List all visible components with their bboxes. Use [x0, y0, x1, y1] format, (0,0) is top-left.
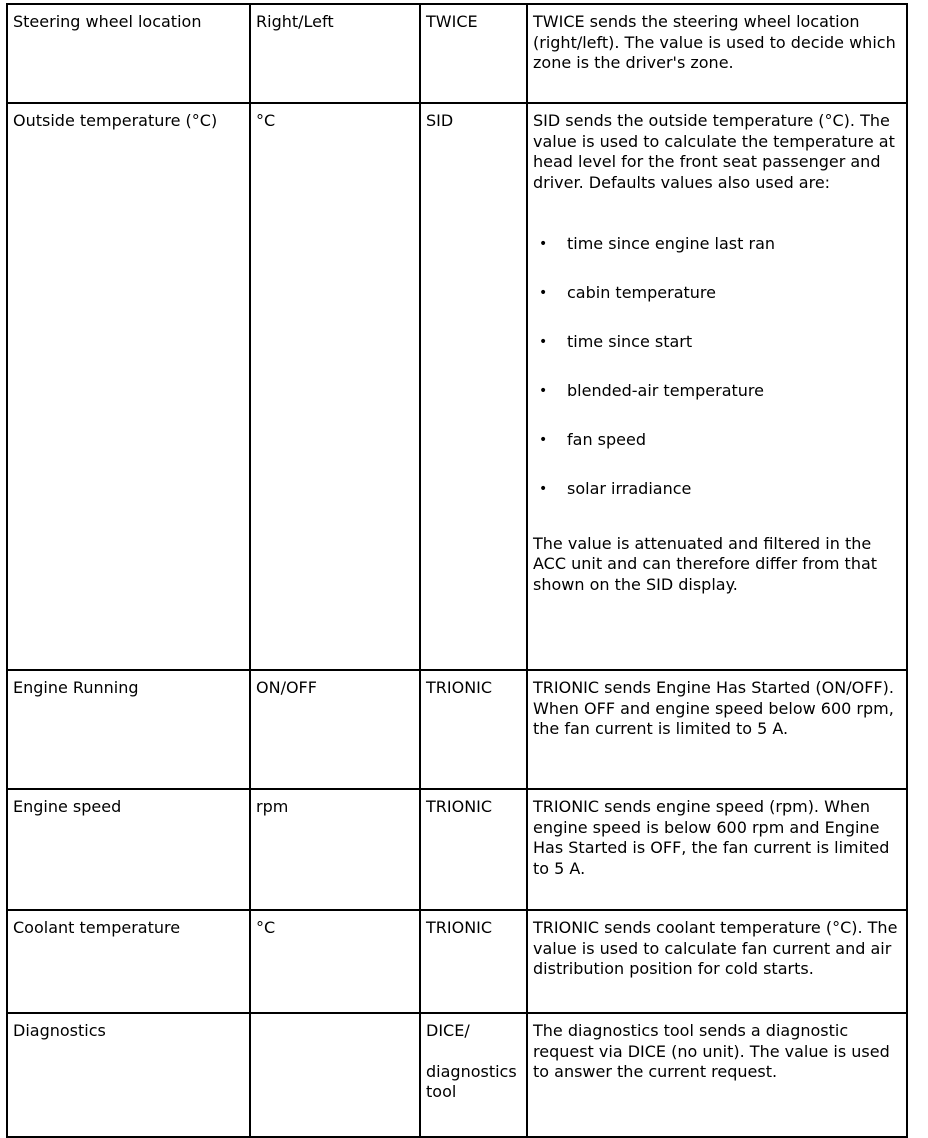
description-outro: The value is attenuated and filtered in the ACC unit and can therefore differ from that shown on the SID display.: [533, 533, 878, 594]
source-cell: TRIONIC: [420, 670, 527, 789]
signal-cell: Steering wheel location: [7, 4, 250, 103]
table-row: [7, 910, 907, 1013]
list-item-label: blended-air temperature: [567, 381, 764, 400]
table-row: [7, 789, 907, 910]
list-item: [533, 234, 901, 255]
list-item: [533, 283, 901, 304]
signal-cell: Diagnostics: [7, 1013, 250, 1137]
unit-cell: ON/OFF: [250, 670, 420, 789]
signal-cell: Coolant temperature: [7, 910, 250, 1013]
list-item: [533, 430, 901, 451]
list-item-label: cabin temperature: [567, 283, 716, 302]
bullet-icon: •: [539, 481, 548, 497]
table-row: [7, 670, 907, 789]
list-item-label: solar irradiance: [567, 479, 692, 498]
list-item: [533, 479, 901, 500]
signal-cell: Engine speed: [7, 789, 250, 910]
description-cell: TRIONIC sends Engine Has Started (ON/OFF). When OFF and engine speed below 600 rpm, the fan current is limited to 5 A.: [527, 670, 907, 789]
description-cell: The diagnostics tool sends a diagnostic request via DICE (no unit). The value is used to answer the current request.: [527, 1013, 907, 1137]
description-cell: TRIONIC sends engine speed (rpm). When engine speed is below 600 rpm and Engine Has Started is OFF, the fan current is limited to 5 A.: [527, 789, 907, 910]
source-line: DICE/: [426, 1021, 470, 1040]
default-values-list: [533, 234, 901, 500]
list-item: [533, 381, 901, 402]
signal-cell: Engine Running: [7, 670, 250, 789]
bullet-icon: •: [539, 383, 548, 399]
list-item-label: time since engine last ran: [567, 234, 776, 253]
source-cell: TWICE: [420, 4, 527, 103]
source-cell: TRIONIC: [420, 789, 527, 910]
bullet-icon: •: [539, 236, 548, 252]
list-item-label: time since start: [567, 332, 693, 351]
unit-cell: [250, 1013, 420, 1137]
unit-cell: °C: [250, 103, 420, 670]
description-cell: TRIONIC sends coolant temperature (°C). The value is used to calculate fan current and air distribution position for cold starts.: [527, 910, 907, 1013]
source-cell: SID: [420, 103, 527, 670]
unit-cell: Right/Left: [250, 4, 420, 103]
signal-cell: Outside temperature (°C): [7, 103, 250, 670]
list-item-label: fan speed: [567, 430, 646, 449]
signal-table: [6, 3, 908, 1138]
bullet-icon: •: [539, 432, 548, 448]
table-row: [7, 1013, 907, 1137]
table-row: [7, 4, 907, 103]
list-item: [533, 332, 901, 353]
source-cell: TRIONIC: [420, 910, 527, 1013]
description-cell: [527, 103, 907, 670]
bullet-icon: •: [539, 334, 548, 350]
unit-cell: °C: [250, 910, 420, 1013]
source-line: diagnostics tool: [426, 1061, 517, 1101]
table-row: [7, 103, 907, 670]
description-cell: TWICE sends the steering wheel location (right/left). The value is used to decide which zone is the driver's zone.: [527, 4, 907, 103]
unit-cell: rpm: [250, 789, 420, 910]
bullet-icon: •: [539, 285, 548, 301]
description-intro: SID sends the outside temperature (°C). The value is used to calculate the temperature at head level for the front seat passenger and driver. Defaults values also used are:: [533, 111, 895, 192]
source-cell: [420, 1013, 527, 1137]
